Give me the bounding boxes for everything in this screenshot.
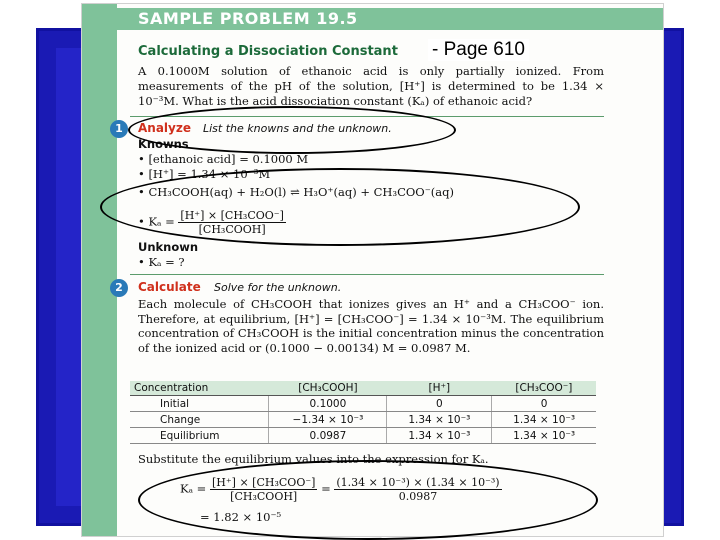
ka-calc-denominator: [CH₃COOH]	[230, 490, 298, 503]
ice-table	[130, 381, 596, 444]
ka-prefix: • Kₐ =	[138, 214, 175, 229]
table-cell: 0.1000	[269, 396, 387, 412]
ka-numerator: [H⁺] × [CH₃COO⁻]	[180, 209, 284, 222]
ka-numeric-denominator: 0.0987	[398, 490, 438, 503]
ice-header-cell: Concentration	[130, 381, 269, 396]
unknown-1: • Kₐ = ?	[138, 255, 185, 269]
page-reference: - Page 610	[428, 39, 529, 61]
table-cell: 0	[387, 396, 492, 412]
table-cell: 1.34 × 10⁻³	[387, 428, 492, 444]
ka-result: = 1.82 × 10⁻⁵	[200, 510, 282, 524]
ka-lhs: Kₐ =	[180, 481, 207, 496]
table-cell: Initial	[130, 396, 269, 412]
ka-numeric-numerator: (1.34 × 10⁻³) × (1.34 × 10⁻³)	[336, 476, 500, 489]
table-cell: 1.34 × 10⁻³	[387, 412, 492, 428]
step-1-label: Analyze	[138, 121, 191, 135]
ka-denominator: [CH₃COOH]	[198, 223, 266, 236]
step-2-badge: 2	[110, 279, 128, 297]
table-row	[130, 412, 596, 428]
ka-equals: =	[321, 481, 331, 496]
problem-statement: A 0.1000M solution of ethanoic acid is only partially ionized. From measurements of the pH of the solution, [H⁺] is determined to be 1.34 × 10⁻³M. What is the acid dissociation constant (Kₐ) of ethanoic acid?	[138, 64, 604, 108]
step-2-description: Solve for the unknown.	[214, 281, 342, 294]
table-cell: Equilibrium	[130, 428, 269, 444]
substitute-instruction: Substitute the equilibrium values into the expression for Kₐ.	[138, 452, 489, 466]
step-2-label: Calculate	[138, 280, 201, 294]
ice-header-cell: [H⁺]	[387, 381, 492, 396]
table-cell: 0.0987	[269, 428, 387, 444]
known-2: • [H⁺] = 1.34 × 10⁻³M	[138, 167, 271, 181]
page-margin-bar	[82, 4, 117, 536]
known-1: • [ethanoic acid] = 0.1000 M	[138, 152, 309, 166]
step-1-description: List the knowns and the unknown.	[203, 122, 392, 135]
ka-calc-numerator: [H⁺] × [CH₃COO⁻]	[211, 476, 316, 489]
ice-header-cell: [CH₃COO⁻]	[492, 381, 596, 396]
sample-problem-title: SAMPLE PROBLEM 19.5	[138, 9, 358, 28]
section-divider	[130, 274, 604, 275]
table-cell: −1.34 × 10⁻³	[269, 412, 387, 428]
table-row	[130, 428, 596, 444]
knowns-heading: Knowns	[138, 137, 189, 151]
table-cell: 1.34 × 10⁻³	[492, 428, 596, 444]
calculation-explanation: Each molecule of CH₃COOH that ionizes gives an H⁺ and a CH₃COO⁻ ion. Therefore, at equilibrium, [H⁺] = [CH₃COO⁻] = 1.34 × 10⁻³M. The equilibrium concentration of CH₃COOH is the initial concentration minus the concentration of the ionized acid or (0.1000 − 0.00134) M = 0.0987 M.	[138, 297, 604, 355]
ice-table-header-row	[130, 381, 596, 396]
unknown-heading: Unknown	[138, 240, 199, 254]
known-3-equation: • CH₃COOH(aq) + H₂O(l) ⇌ H₃O⁺(aq) + CH₃COO⁻(aq)	[138, 185, 454, 199]
problem-heading: Calculating a Dissociation Constant	[138, 44, 398, 59]
highlight-oval	[138, 460, 598, 540]
table-cell: Change	[130, 412, 269, 428]
highlight-oval	[128, 106, 456, 154]
table-row	[130, 396, 596, 412]
highlight-oval	[100, 168, 580, 246]
step-1-badge: 1	[110, 120, 128, 138]
table-cell: 0	[492, 396, 596, 412]
ice-header-cell: [CH₃COOH]	[269, 381, 387, 396]
table-cell: 1.34 × 10⁻³	[492, 412, 596, 428]
